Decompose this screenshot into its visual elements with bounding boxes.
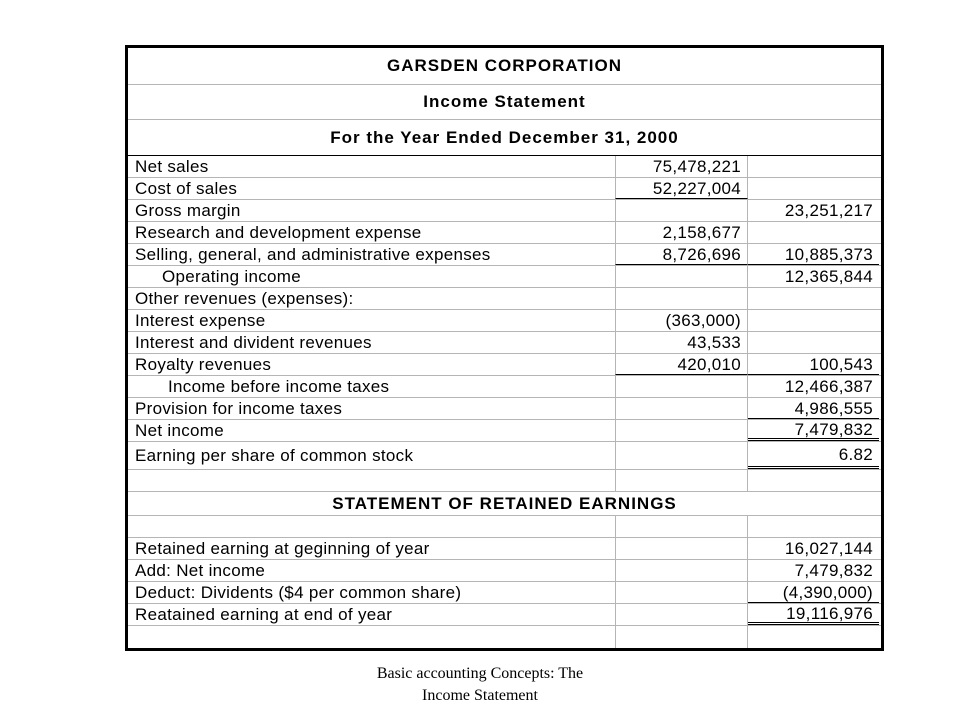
row-total: 10,885,373 <box>748 244 879 265</box>
row-total: 6.82 <box>748 442 879 469</box>
row-label: Interest and divident revenues <box>135 333 372 352</box>
table-row <box>128 266 881 288</box>
table-row <box>128 398 881 420</box>
row-amount: 75,478,221 <box>615 156 748 177</box>
row-label: Other revenues (expenses): <box>135 289 354 308</box>
row-amount: 43,533 <box>615 332 748 353</box>
row-amount: 420,010 <box>615 354 748 375</box>
row-total: 12,466,387 <box>784 377 873 396</box>
row-total: 4,986,555 <box>748 398 879 419</box>
table-row <box>128 442 881 470</box>
company-name: GARSDEN CORPORATION <box>128 48 881 85</box>
table-row <box>128 538 881 560</box>
row-total: 12,365,844 <box>784 267 873 286</box>
row-amount <box>615 582 748 603</box>
row-label: Interest expense <box>135 311 266 330</box>
row-amount: 8,726,696 <box>615 244 748 265</box>
spacer-row <box>128 516 881 538</box>
row-amount <box>615 442 748 469</box>
empty-cell <box>615 626 748 648</box>
row-amount <box>615 538 748 559</box>
row-amount <box>615 266 748 287</box>
row-total: 16,027,144 <box>784 539 873 558</box>
statement-title: Income Statement <box>128 85 881 120</box>
caption-line-2: Income Statement <box>422 687 538 704</box>
row-total: 23,251,217 <box>784 201 873 220</box>
row-total <box>748 288 879 309</box>
row-label: Provision for income taxes <box>135 399 343 418</box>
row-total <box>748 332 879 353</box>
empty-cell <box>615 516 748 537</box>
row-total <box>748 222 879 243</box>
table-row <box>128 156 881 178</box>
row-amount <box>615 420 748 441</box>
row-total: 7,479,832 <box>748 420 879 441</box>
row-total: (4,390,000) <box>748 582 879 603</box>
row-label: Reatained earning at end of year <box>135 605 393 624</box>
row-total: 7,479,832 <box>794 561 873 580</box>
table-row <box>128 604 881 626</box>
table-row <box>128 244 881 266</box>
statement-period: For the Year Ended December 31, 2000 <box>128 120 881 156</box>
table-row <box>128 222 881 244</box>
row-label: Retained earning at geginning of year <box>135 539 430 558</box>
row-label: Net sales <box>135 157 209 176</box>
row-amount: 2,158,677 <box>615 222 748 243</box>
row-amount <box>615 604 748 625</box>
caption-line-1: Basic accounting Concepts: The <box>376 665 584 682</box>
row-label: Gross margin <box>135 201 241 220</box>
row-label: Royalty revenues <box>135 355 272 374</box>
row-amount <box>615 288 748 309</box>
row-label: Selling, general, and administrative expenses <box>135 245 491 264</box>
table-row <box>128 354 881 376</box>
row-amount: (363,000) <box>615 310 748 331</box>
row-label: Net income <box>135 421 224 440</box>
row-amount: 52,227,004 <box>615 178 748 199</box>
spacer-row <box>128 470 881 492</box>
table-row <box>128 310 881 332</box>
slide-caption <box>300 663 660 707</box>
row-total: 100,543 <box>748 354 879 375</box>
row-amount <box>615 560 748 581</box>
row-label: Research and development expense <box>135 223 422 242</box>
empty-cell <box>615 470 748 491</box>
table-row <box>128 288 881 310</box>
retained-earnings-title: STATEMENT OF RETAINED EARNINGS <box>128 492 881 516</box>
row-amount <box>615 398 748 419</box>
spacer-row <box>128 626 881 648</box>
row-label: Add: Net income <box>135 561 266 580</box>
row-total: 19,116,976 <box>748 604 879 625</box>
row-total <box>748 156 879 177</box>
table-row <box>128 178 881 200</box>
row-total <box>748 310 879 331</box>
row-label: Operating income <box>162 267 301 286</box>
row-total <box>748 178 879 199</box>
row-amount <box>615 376 748 397</box>
table-row <box>128 582 881 604</box>
row-label: Deduct: Dividents ($4 per common share) <box>135 583 462 602</box>
row-label: Income before income taxes <box>168 377 390 396</box>
table-row <box>128 332 881 354</box>
row-label: Earning per share of common stock <box>135 446 414 465</box>
table-row <box>128 560 881 582</box>
table-row <box>128 420 881 442</box>
row-amount <box>615 200 748 221</box>
table-row <box>128 200 881 222</box>
row-label: Cost of sales <box>135 179 238 198</box>
table-row <box>128 376 881 398</box>
income-statement-table <box>125 45 884 651</box>
